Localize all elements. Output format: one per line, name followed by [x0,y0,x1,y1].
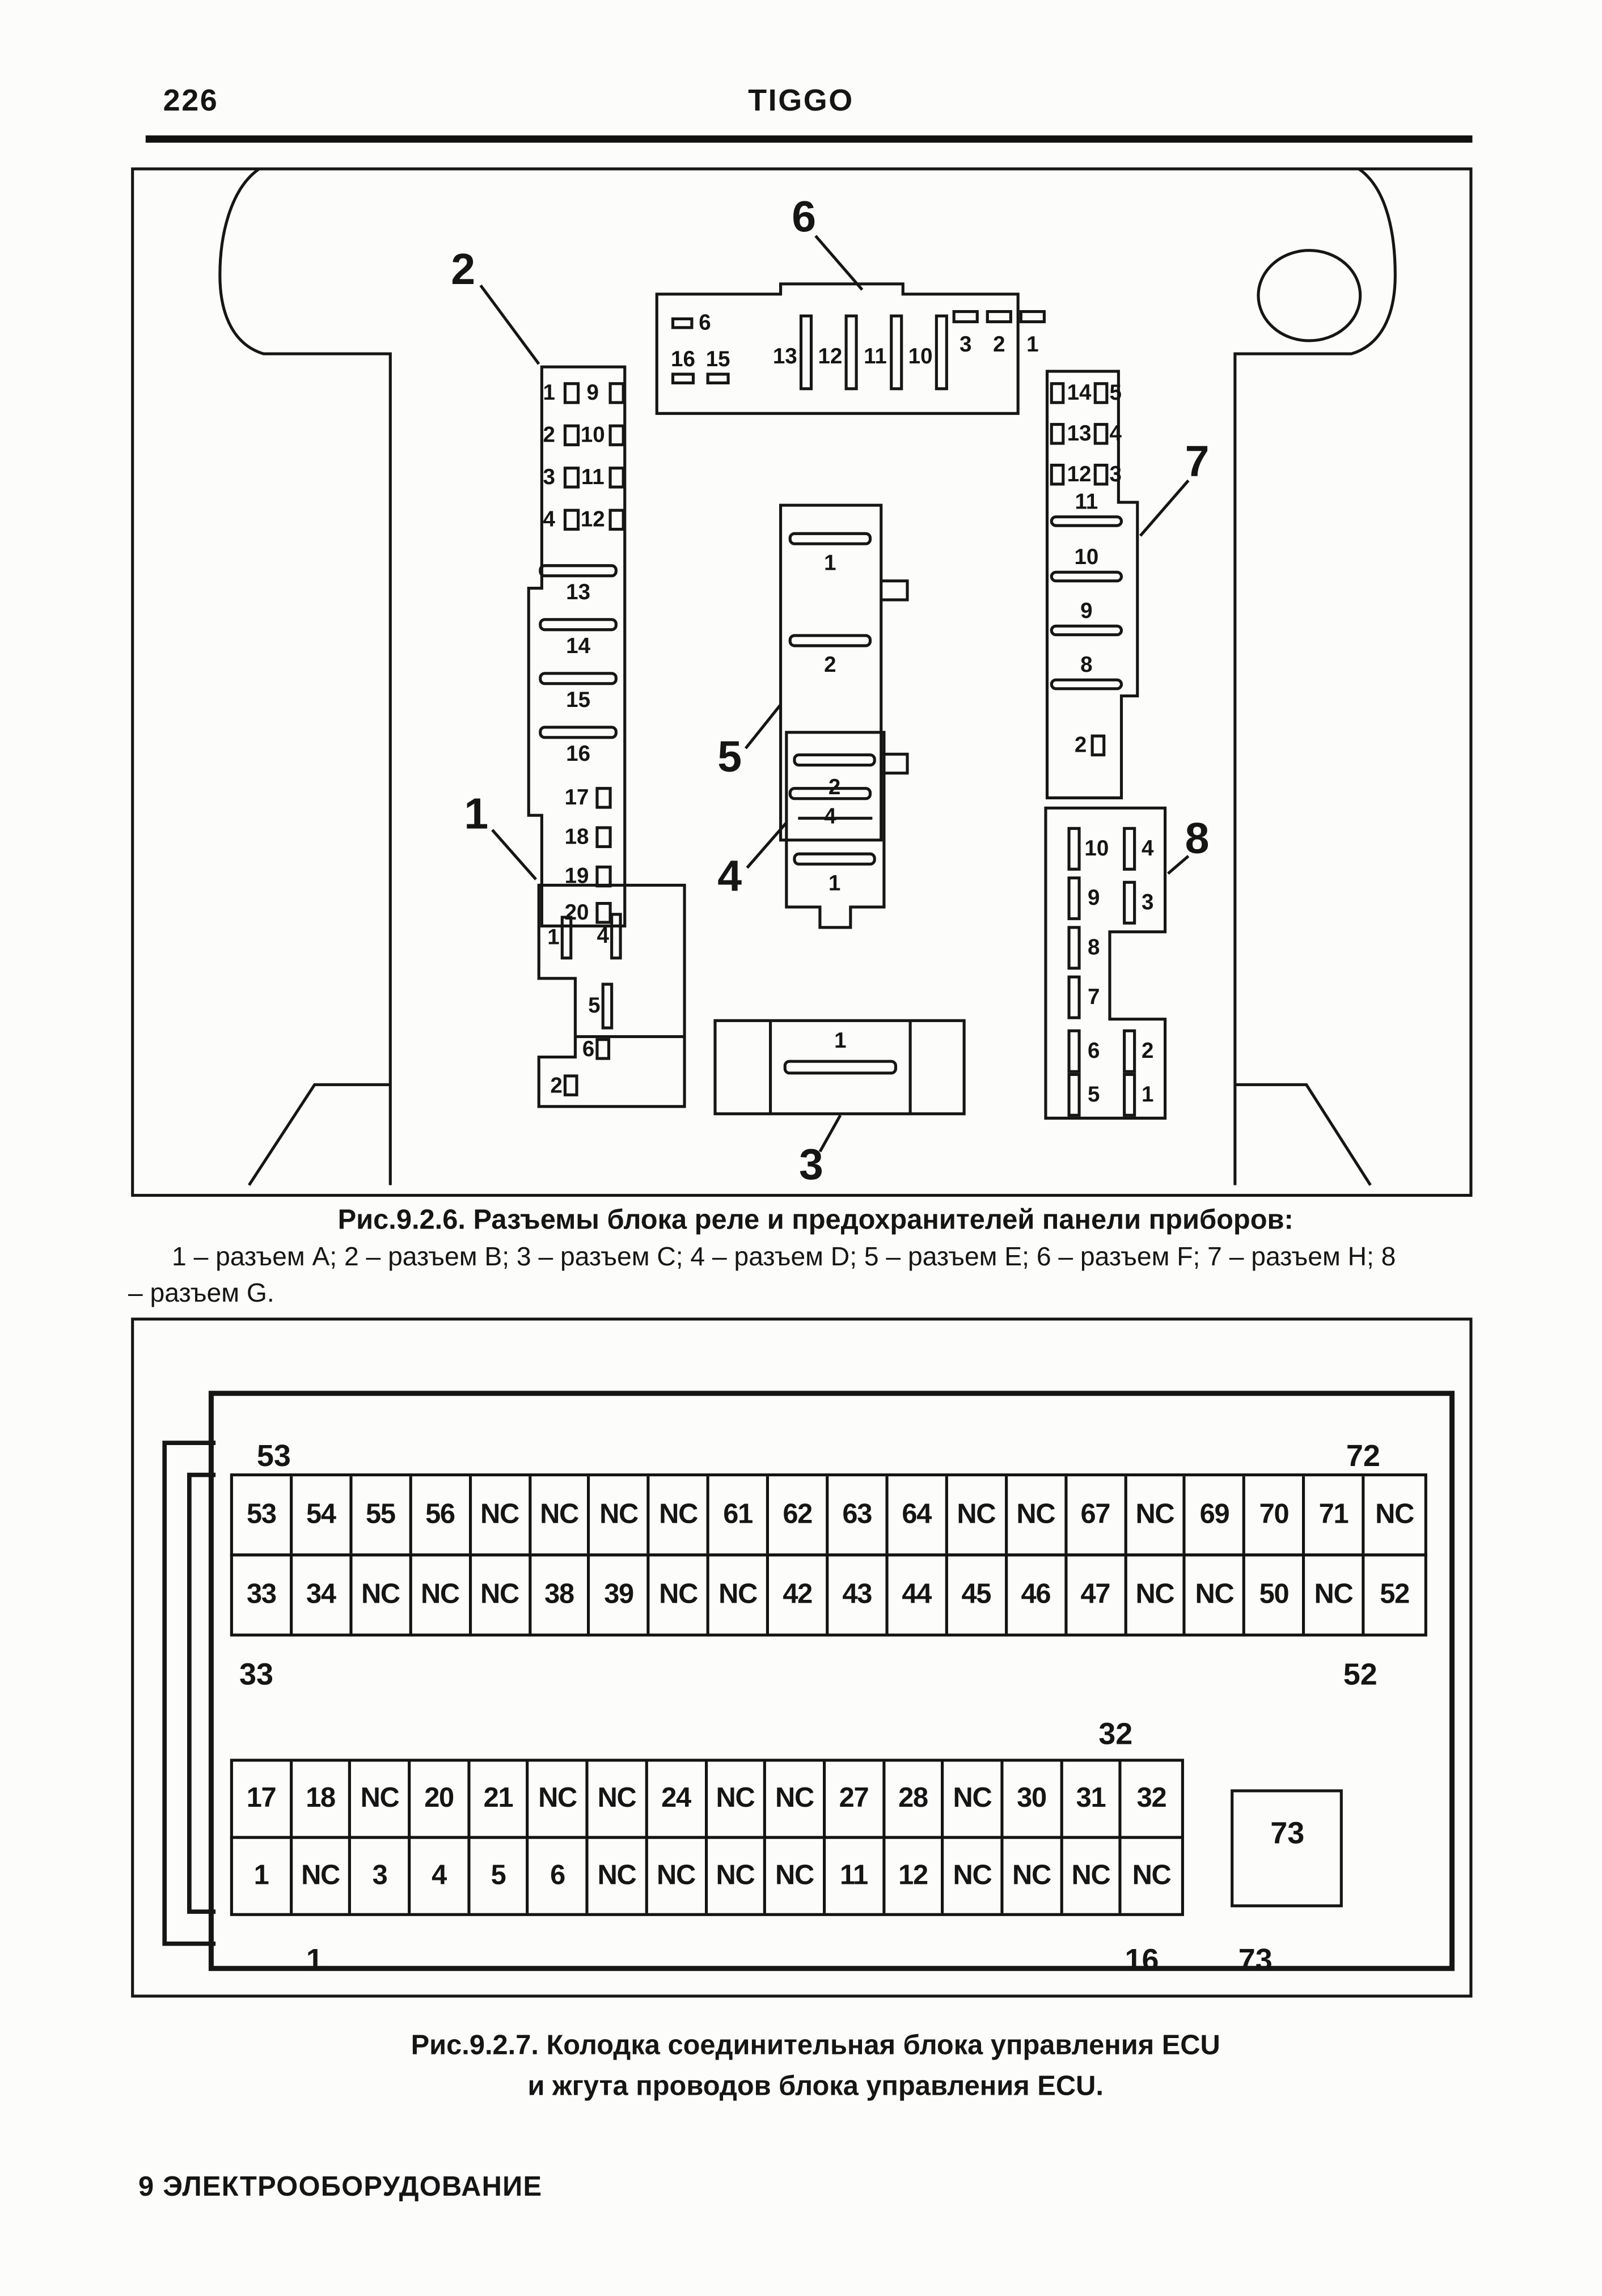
pin-label: 19 [564,864,589,889]
fuse-label: 13 [566,580,591,605]
fuse-label: 2 [824,653,836,678]
ecu-box-73-number: 73 [1270,1817,1305,1851]
connector-b-label: 2 [451,246,476,294]
pin-label: 17 [564,785,589,811]
fig1-legend-line2: – разъем G. [128,1278,274,1308]
ecu-pin-cell: NC [1305,1556,1365,1633]
fig1-legend-line1: 1 – разъем А; 2 – разъем В; 3 – разъем С; 4 – разъем D; 5 – разъем Е; 6 – разъем F; 7 – разъем Н; 8 [172,1242,1396,1272]
fuse-label: 1 [834,1028,847,1054]
fig1-frame [131,167,1472,1197]
pin-label: 2 [993,332,1005,358]
ecu-pin-cell: NC [707,1839,766,1913]
ecu-pin-cell: NC [529,1762,588,1836]
ecu-pin-cell: 32 [1136,1782,1166,1814]
ecu-pin-cell: NC [944,1762,1003,1836]
pin-label: 13 [1067,421,1092,447]
pin-label: 14 [1067,380,1092,406]
ecu-upper-row-2 [230,1553,1427,1636]
pin-label: 1 [1142,1082,1154,1108]
ecu-pin-cell: NC [948,1476,1007,1553]
pin-label: 2 [1142,1039,1154,1064]
ecu-pin-cell: 71 [1305,1476,1365,1553]
ecu-pin-cell: 64 [888,1476,948,1553]
pin-label: 2 [543,423,555,448]
ecu-pin-cell: 45 [948,1556,1007,1633]
ecu-pin-cell: 21 [470,1762,529,1836]
ecu-pin-cell: 50 [1246,1556,1305,1633]
ecu-pin-cell: NC [1063,1839,1122,1913]
connector-d-label: 4 [717,853,742,901]
pin-label: 8 [1088,935,1100,960]
ecu-label-16: 16 [1125,1943,1159,1977]
ecu-corner-label-72: 72 [1346,1439,1380,1474]
ecu-pin-cell: NC [1003,1839,1062,1913]
pin-label: 4 [1109,421,1122,447]
ecu-label-1: 1 [306,1943,323,1977]
pin-label: 2 [1074,733,1087,758]
ecu-pin-cell: 47 [1067,1556,1126,1633]
ecu-upper-row-1 [230,1473,1427,1556]
pin-label: 9 [1088,886,1100,911]
ecu-pin-cell: 38 [531,1556,590,1633]
ecu-pin-cell: NC [589,1839,648,1913]
ecu-label-52: 52 [1343,1658,1377,1692]
ecu-pin-cell: NC [648,1839,707,1913]
ecu-pin-cell: 62 [769,1476,829,1553]
ecu-pin-cell: NC [589,1762,648,1836]
ecu-pin-cell: 61 [709,1476,769,1553]
ecu-pin-cell: NC [1127,1476,1186,1553]
page-title: TIGGO [748,84,854,118]
ecu-pin-cell: NC [471,1476,531,1553]
ecu-pin-cell: 6 [529,1839,588,1913]
pin-label: 15 [705,347,730,372]
ecu-pin-cell: 12 [885,1839,944,1913]
ecu-pin-cell: NC [1007,1476,1067,1553]
pin-label: 3 [1109,462,1122,488]
ecu-pin-cell: NC [412,1556,471,1633]
ecu-pin-cell: NC [650,1476,709,1553]
ecu-pin-cell: 55 [352,1476,412,1553]
pin-label: 4 [543,507,555,532]
fuse-label: 11 [1075,490,1098,515]
fuse-label: 9 [1080,599,1093,624]
pin-label: 13 [772,344,797,370]
fig2-caption [87,2027,1544,2108]
pin-label: 3 [959,332,972,358]
ecu-pin-cell: NC [352,1762,411,1836]
pin-label: 2 [550,1074,563,1099]
pin-label: 6 [699,311,711,336]
ecu-label-33: 33 [239,1658,273,1692]
ecu-pin-cell: NC [944,1839,1003,1913]
ecu-pin-cell: 1 [233,1839,292,1913]
ecu-pin-cell: 69 [1186,1476,1246,1553]
ecu-pin-cell: NC [1132,1859,1171,1891]
ecu-pin-cell: 43 [829,1556,888,1633]
ecu-pin-cell: NC [590,1476,650,1553]
pin-label: 11 [581,465,605,490]
ecu-pin-cell: 33 [233,1556,293,1633]
connector-c-label: 3 [799,1141,823,1190]
ecu-pin-cell: 42 [769,1556,829,1633]
pin-label: 16 [671,347,695,372]
ecu-pin-cell: 53 [233,1476,293,1553]
ecu-corner-label-53: 53 [256,1439,291,1474]
pin-label: 6 [582,1037,595,1062]
ecu-pin-cell: 54 [293,1476,352,1553]
connector-h-label: 7 [1185,438,1210,486]
ecu-pin-cell: 31 [1063,1762,1122,1836]
fuse-label: 2 [828,775,841,800]
page-number: 226 [163,84,219,118]
fuse-label: 10 [1074,545,1099,570]
pin-label: 4 [1142,836,1154,862]
pin-label: 6 [1088,1039,1100,1064]
pin-label: 5 [1088,1082,1100,1108]
pin-label: 11 [864,344,887,370]
ecu-pin-cell: NC [1375,1498,1414,1530]
pin-label: 12 [1067,462,1092,488]
fuse-label: 4 [824,804,836,829]
connector-a-label: 1 [464,790,489,839]
connector-e-label: 5 [717,734,742,782]
pin-label: 5 [588,993,601,1019]
ecu-pin-cell: 27 [826,1762,885,1836]
ecu-pin-cell: NC [352,1556,412,1633]
header-rule [146,135,1473,143]
ecu-pin-cell: 34 [293,1556,352,1633]
fuse-label: 1 [824,551,836,576]
ecu-pin-cell: 63 [829,1476,888,1553]
ecu-pin-cell: 30 [1003,1762,1062,1836]
pin-label: 7 [1088,985,1100,1010]
ecu-pin-cell: NC [531,1476,590,1553]
ecu-pin-cell: 17 [233,1762,292,1836]
pin-label: 10 [1084,836,1109,862]
ecu-pin-cell: NC [292,1839,351,1913]
ecu-pin-cell: NC [650,1556,709,1633]
ecu-pin-cell: 44 [888,1556,948,1633]
fuse-label: 15 [566,688,591,713]
fig1-caption: Рис.9.2.6. Разъемы блока реле и предохранителей панели приборов: [337,1205,1294,1236]
connector-g-label: 8 [1185,815,1210,863]
ecu-label-73-below: 73 [1238,1943,1273,1977]
fig1-legend [128,1242,1490,1309]
pin-label: 1 [1026,332,1039,358]
pin-label: 3 [543,465,555,490]
ecu-pin-cell: NC [471,1556,531,1633]
pin-label: 3 [1142,890,1154,916]
pin-label: 12 [580,507,605,532]
pin-label: 12 [818,344,843,370]
pin-label: 9 [586,380,599,406]
pin-label: 1 [547,925,560,950]
fuse-label: 14 [566,634,591,659]
ecu-pin-cell: 39 [590,1556,650,1633]
fuse-label: 8 [1080,653,1093,678]
ecu-pin-cell: 70 [1246,1476,1305,1553]
pin-label: 10 [908,344,933,370]
ecu-lower-row-1 [230,1759,1184,1839]
ecu-pin-cell: 56 [412,1476,471,1553]
ecu-pin-cell: 3 [352,1839,411,1913]
fig2-caption-line2: и жгута проводов блока управления ECU. [527,2072,1104,2103]
pin-label: 18 [564,824,589,850]
pin-label: 10 [580,423,605,448]
ecu-pin-cell: 11 [826,1839,885,1913]
ecu-pin-cell: 4 [411,1839,470,1913]
ecu-pin-cell: NC [707,1762,766,1836]
pin-label: 5 [1109,380,1122,406]
fuse-label: 1 [828,871,841,896]
ecu-pin-cell: NC [1186,1556,1246,1633]
ecu-pin-cell: 24 [648,1762,707,1836]
ecu-pin-cell: 28 [885,1762,944,1836]
ecu-pin-cell: NC [766,1762,825,1836]
pin-label: 4 [597,924,609,949]
ecu-label-32: 32 [1098,1718,1133,1752]
fig2-caption-line1: Рис.9.2.7. Колодка соединительная блока управления ECU [411,2031,1220,2062]
ecu-lower-row-2 [230,1836,1184,1916]
pin-label: 1 [543,380,555,406]
pin-label: 20 [564,900,589,926]
ecu-pin-cell: 67 [1067,1476,1126,1553]
ecu-pin-cell: NC [1127,1556,1186,1633]
ecu-pin-cell: NC [766,1839,825,1913]
ecu-pin-cell: NC [709,1556,769,1633]
connector-f-label: 6 [792,193,817,242]
fuse-label: 16 [566,742,591,767]
ecu-pin-cell: 20 [411,1762,470,1836]
ecu-pin-cell: 52 [1380,1579,1410,1610]
chapter-footer: 9 ЭЛЕКТРООБОРУДОВАНИЕ [138,2172,543,2203]
ecu-pin-cell: 5 [470,1839,529,1913]
ecu-pin-cell: 18 [292,1762,351,1836]
ecu-pin-cell: 46 [1007,1556,1067,1633]
